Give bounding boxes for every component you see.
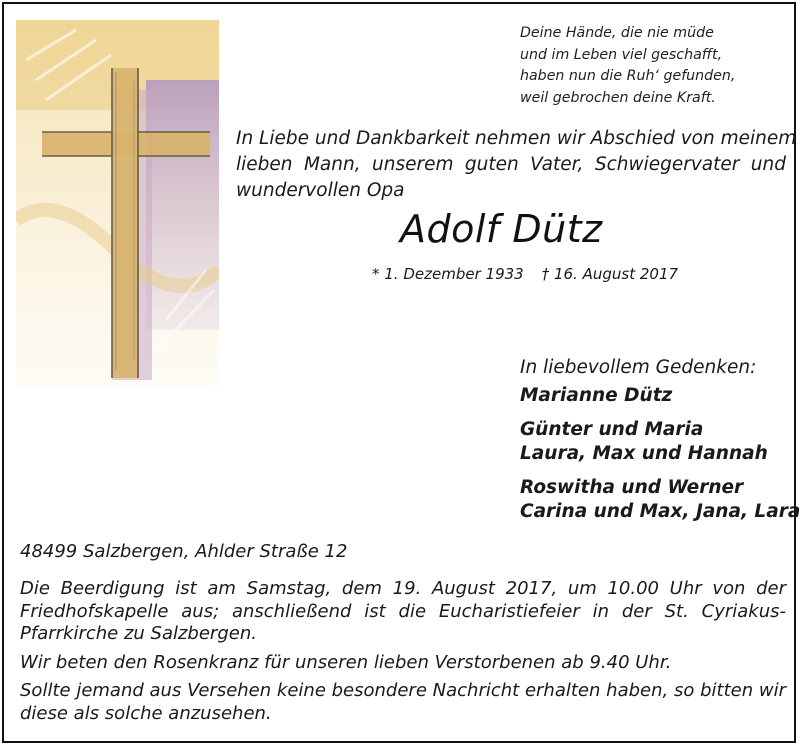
funeral-paragraph [20,578,786,646]
obituary-card [2,2,800,743]
intro-text [236,126,797,204]
deceased-name: Adolf Dütz [400,207,603,251]
mourner-name: Roswitha und Werner [520,477,744,498]
notice-line: Sollte jemand aus Versehen keine besondere Nachricht erhalten haben, so bitten wir [20,680,786,701]
watercolor-cross-icon [16,20,219,386]
poem-line: und im Leben viel geschafft, [520,46,723,63]
mourner-name: Marianne Dütz [520,385,673,406]
mourners-label: In liebevollem Gedenken: [520,357,757,378]
mourner-group [520,384,790,408]
rosary-line: Wir beten den Rosenkranz für unseren lieben Verstorbenen ab 9.40 Uhr. [20,651,672,673]
mourner-group [520,476,800,524]
poem-line: Deine Hände, die nie müde [520,25,714,41]
notice-line: diese als solche anzusehen. [20,702,272,724]
mourner-name: Carina und Max, Jana, Lara [520,501,800,522]
poem-line: haben nun die Ruh‘ gefunden, [520,68,736,84]
funeral-line: Pfarrkirche zu Salzbergen. [20,623,257,644]
intro-line: lieben Mann, unserem guten Vater, Schwiegervater und [236,154,786,175]
rosary-paragraph [20,652,786,675]
notice-paragraph [20,680,786,725]
poem-line: weil gebrochen deine Kraft. [520,89,716,106]
intro-line: wundervollen Opa [236,180,405,201]
intro-line: In Liebe und Dankbarkeit nehmen wir Abschied von meinem [236,128,797,149]
mourner-name: Günter und Maria [520,419,704,440]
death-date: † 16. August 2017 [541,265,679,283]
mourner-group [520,418,790,466]
birth-date: * 1. Dezember 1933 [372,265,524,283]
life-dates [372,264,678,284]
funeral-notices [20,578,786,731]
funeral-line: Friedhofskapelle aus; anschließend ist die Eucharistiefeier in der St. Cyriakus- [20,600,786,622]
address: 48499 Salzbergen, Ahlder Straße 12 [20,541,348,562]
mourners [520,356,800,534]
funeral-line: Die Beerdigung ist am Samstag, dem 19. August 2017, um 10.00 Uhr von der [20,578,786,599]
mourner-name: Laura, Max und Hannah [520,443,768,464]
poem [520,23,790,109]
